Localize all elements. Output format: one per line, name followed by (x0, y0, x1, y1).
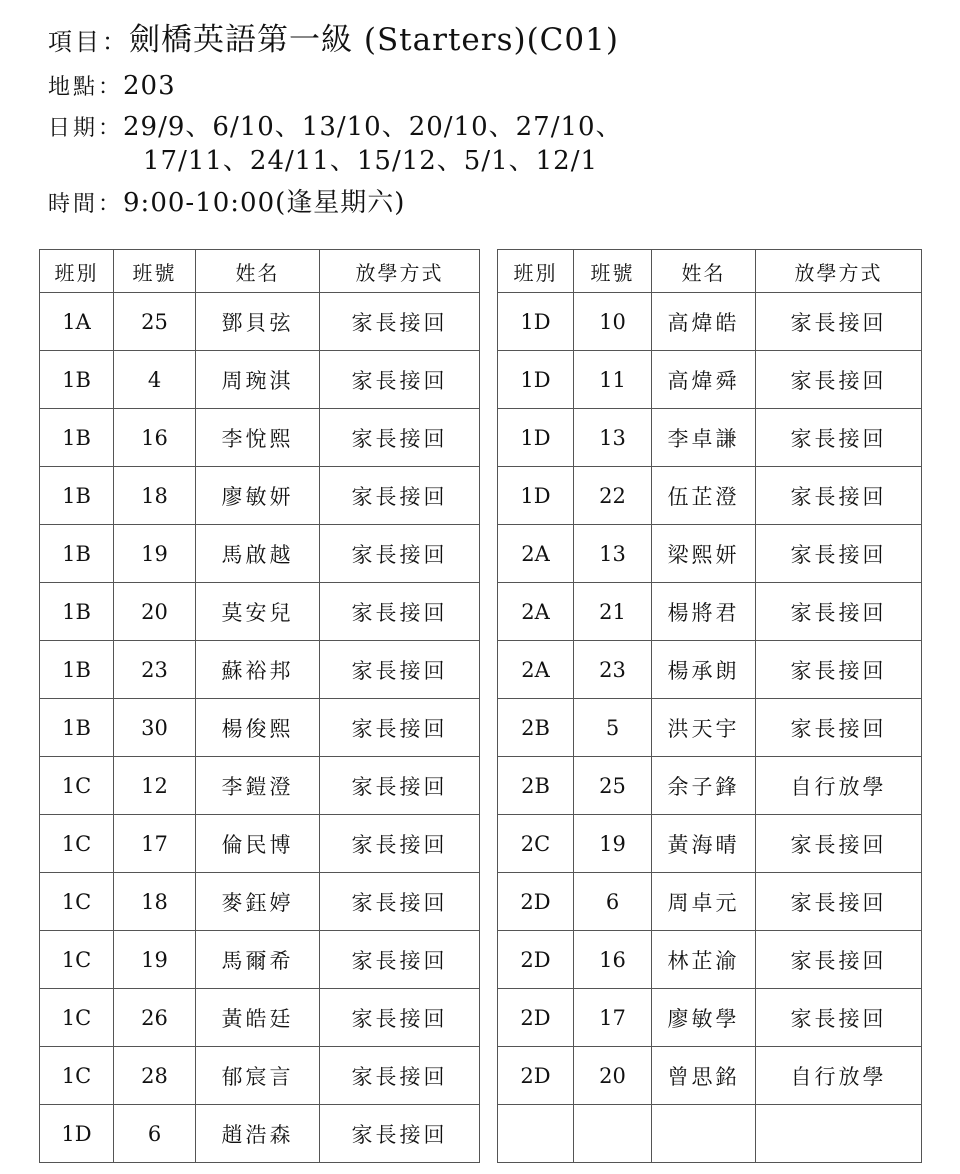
table-row (498, 757, 922, 815)
dates-value-line2: 17/11、24/11、15/12、5/1、12/1 (143, 146, 599, 176)
table-row (40, 815, 480, 873)
class-number-cell: 23 (114, 641, 196, 699)
student-name-cell: 梁熙妍 (652, 525, 756, 583)
table-row (40, 931, 480, 989)
student-name-cell: 李卓謙 (652, 409, 756, 467)
table-row (498, 699, 922, 757)
table-row (498, 641, 922, 699)
student-name-cell: 馬爾希 (196, 931, 320, 989)
class-cell: 2A (498, 583, 574, 641)
student-name-cell: 黃海晴 (652, 815, 756, 873)
class-cell: 1C (40, 757, 114, 815)
table-row (498, 931, 922, 989)
class-number-cell: 16 (574, 931, 652, 989)
class-cell: 2A (498, 525, 574, 583)
table-row (40, 583, 480, 641)
dismissal-cell: 家長接回 (756, 989, 922, 1047)
table-row (498, 467, 922, 525)
student-name-cell: 高煒皓 (652, 293, 756, 351)
class-cell: 1D (498, 293, 574, 351)
student-name-cell: 周卓元 (652, 873, 756, 931)
class-number-cell: 30 (114, 699, 196, 757)
table-row (498, 525, 922, 583)
student-name-cell: 曾思銘 (652, 1047, 756, 1105)
class-number-cell: 20 (114, 583, 196, 641)
class-cell: 1B (40, 641, 114, 699)
class-number-cell: 19 (114, 931, 196, 989)
class-cell (498, 1105, 574, 1163)
col-header-name: 姓名 (652, 250, 756, 293)
class-number-cell: 17 (574, 989, 652, 1047)
table-row (498, 351, 922, 409)
class-cell: 1C (40, 989, 114, 1047)
time-line (48, 182, 405, 219)
student-name-cell: 伍芷澄 (652, 467, 756, 525)
table-row (40, 1105, 480, 1163)
dismissal-cell: 自行放學 (756, 1047, 922, 1105)
dismissal-cell: 家長接回 (756, 351, 922, 409)
table-row (498, 583, 922, 641)
class-number-cell: 21 (574, 583, 652, 641)
student-name-cell: 黃皓廷 (196, 989, 320, 1047)
col-header-class-number: 班號 (574, 250, 652, 293)
student-name-cell: 周琬淇 (196, 351, 320, 409)
table-row (40, 525, 480, 583)
student-name-cell: 洪天宇 (652, 699, 756, 757)
dismissal-cell: 家長接回 (320, 989, 480, 1047)
venue-value: 203 (123, 71, 176, 101)
table-header-row (40, 250, 480, 293)
class-cell: 1D (498, 409, 574, 467)
student-name-cell: 楊承朗 (652, 641, 756, 699)
dismissal-cell: 家長接回 (756, 931, 922, 989)
class-number-cell: 25 (574, 757, 652, 815)
class-number-cell: 11 (574, 351, 652, 409)
class-cell: 2D (498, 1047, 574, 1105)
dismissal-cell: 家長接回 (756, 641, 922, 699)
dismissal-cell: 家長接回 (320, 583, 480, 641)
class-cell: 1B (40, 699, 114, 757)
dismissal-cell: 家長接回 (756, 409, 922, 467)
dismissal-cell: 家長接回 (320, 525, 480, 583)
student-name-cell: 李鎧澄 (196, 757, 320, 815)
dismissal-cell: 家長接回 (756, 699, 922, 757)
class-cell: 1B (40, 467, 114, 525)
dates-label: 日期： (48, 116, 124, 141)
table-row (40, 467, 480, 525)
student-name-cell: 楊將君 (652, 583, 756, 641)
class-cell: 2C (498, 815, 574, 873)
student-name-cell: 林芷渝 (652, 931, 756, 989)
student-name-cell: 郁宸言 (196, 1047, 320, 1105)
class-number-cell: 10 (574, 293, 652, 351)
class-cell: 1D (498, 467, 574, 525)
class-cell: 1A (40, 293, 114, 351)
student-name-cell: 李悅熙 (196, 409, 320, 467)
col-header-dismissal: 放學方式 (320, 250, 480, 293)
project-title (48, 14, 619, 59)
class-cell: 2D (498, 989, 574, 1047)
class-cell: 1C (40, 873, 114, 931)
class-cell: 2D (498, 931, 574, 989)
table-row (498, 1047, 922, 1105)
class-number-cell: 6 (574, 873, 652, 931)
student-name-cell: 鄧貝弦 (196, 293, 320, 351)
dates-value-line1: 29/9、6/10、13/10、20/10、27/10、 (123, 112, 623, 142)
dismissal-cell: 家長接回 (320, 757, 480, 815)
class-number-cell: 20 (574, 1047, 652, 1105)
project-label: 項目： (48, 28, 129, 56)
col-header-class-number: 班號 (114, 250, 196, 293)
class-number-cell: 19 (574, 815, 652, 873)
dates-line (48, 106, 623, 143)
time-value: 9:00-10:00(逢星期六) (123, 188, 406, 218)
table-row (498, 815, 922, 873)
table-header-row (498, 250, 922, 293)
dates-line-2 (143, 140, 598, 177)
class-cell: 1C (40, 931, 114, 989)
student-name-cell: 趙浩森 (196, 1105, 320, 1163)
class-number-cell: 28 (114, 1047, 196, 1105)
venue-label: 地點： (48, 75, 124, 100)
time-label: 時間： (48, 192, 124, 217)
table-row (40, 351, 480, 409)
student-name-cell: 廖敏學 (652, 989, 756, 1047)
student-name-cell: 余子鋒 (652, 757, 756, 815)
class-number-cell: 16 (114, 409, 196, 467)
class-number-cell: 13 (574, 525, 652, 583)
student-name-cell: 倫民博 (196, 815, 320, 873)
roster-table-right (497, 249, 922, 1163)
student-name-cell: 莫安兒 (196, 583, 320, 641)
dismissal-cell: 家長接回 (320, 467, 480, 525)
dismissal-cell: 家長接回 (320, 641, 480, 699)
student-name-cell (652, 1105, 756, 1163)
table-row (40, 989, 480, 1047)
dismissal-cell: 家長接回 (756, 293, 922, 351)
class-number-cell: 18 (114, 467, 196, 525)
table-row (498, 873, 922, 931)
student-name-cell: 高煒舜 (652, 351, 756, 409)
table-row (498, 1105, 922, 1163)
class-number-cell: 13 (574, 409, 652, 467)
dismissal-cell: 家長接回 (320, 815, 480, 873)
table-row (40, 293, 480, 351)
col-header-class: 班別 (498, 250, 574, 293)
class-cell: 2D (498, 873, 574, 931)
class-number-cell: 23 (574, 641, 652, 699)
student-name-cell: 廖敏妍 (196, 467, 320, 525)
roster-table-left (39, 249, 480, 1163)
student-name-cell: 馬啟越 (196, 525, 320, 583)
project-value: 劍橋英語第一級 (Starters)(C01) (129, 22, 619, 58)
class-number-cell: 5 (574, 699, 652, 757)
col-header-dismissal: 放學方式 (756, 250, 922, 293)
table-row (40, 699, 480, 757)
class-cell: 2B (498, 699, 574, 757)
student-name-cell: 蘇裕邦 (196, 641, 320, 699)
table-row (40, 873, 480, 931)
venue-line (48, 70, 176, 101)
class-cell: 1D (40, 1105, 114, 1163)
class-cell: 2B (498, 757, 574, 815)
dismissal-cell: 自行放學 (756, 757, 922, 815)
student-name-cell: 麥鈺婷 (196, 873, 320, 931)
class-number-cell: 18 (114, 873, 196, 931)
class-number-cell: 19 (114, 525, 196, 583)
dismissal-cell: 家長接回 (320, 1105, 480, 1163)
class-number-cell: 4 (114, 351, 196, 409)
dismissal-cell: 家長接回 (320, 409, 480, 467)
dismissal-cell: 家長接回 (756, 467, 922, 525)
dismissal-cell: 家長接回 (756, 583, 922, 641)
class-cell: 1B (40, 525, 114, 583)
class-number-cell (574, 1105, 652, 1163)
table-row (40, 409, 480, 467)
class-cell: 1C (40, 1047, 114, 1105)
table-row (40, 641, 480, 699)
dismissal-cell: 家長接回 (320, 351, 480, 409)
class-number-cell: 25 (114, 293, 196, 351)
class-cell: 1B (40, 583, 114, 641)
table-row (40, 1047, 480, 1105)
dismissal-cell: 家長接回 (320, 1047, 480, 1105)
table-row (498, 409, 922, 467)
class-number-cell: 12 (114, 757, 196, 815)
dismissal-cell: 家長接回 (320, 293, 480, 351)
class-cell: 1B (40, 351, 114, 409)
class-cell: 1C (40, 815, 114, 873)
table-row (498, 989, 922, 1047)
dismissal-cell: 家長接回 (756, 525, 922, 583)
table-row (40, 757, 480, 815)
table-row (498, 293, 922, 351)
class-cell: 2A (498, 641, 574, 699)
col-header-name: 姓名 (196, 250, 320, 293)
class-number-cell: 26 (114, 989, 196, 1047)
student-name-cell: 楊俊熙 (196, 699, 320, 757)
class-number-cell: 22 (574, 467, 652, 525)
dismissal-cell: 家長接回 (320, 699, 480, 757)
dismissal-cell: 家長接回 (320, 931, 480, 989)
dismissal-cell (756, 1105, 922, 1163)
class-cell: 1B (40, 409, 114, 467)
class-number-cell: 17 (114, 815, 196, 873)
dismissal-cell: 家長接回 (756, 873, 922, 931)
dismissal-cell: 家長接回 (320, 873, 480, 931)
dismissal-cell: 家長接回 (756, 815, 922, 873)
class-number-cell: 6 (114, 1105, 196, 1163)
class-cell: 1D (498, 351, 574, 409)
col-header-class: 班別 (40, 250, 114, 293)
